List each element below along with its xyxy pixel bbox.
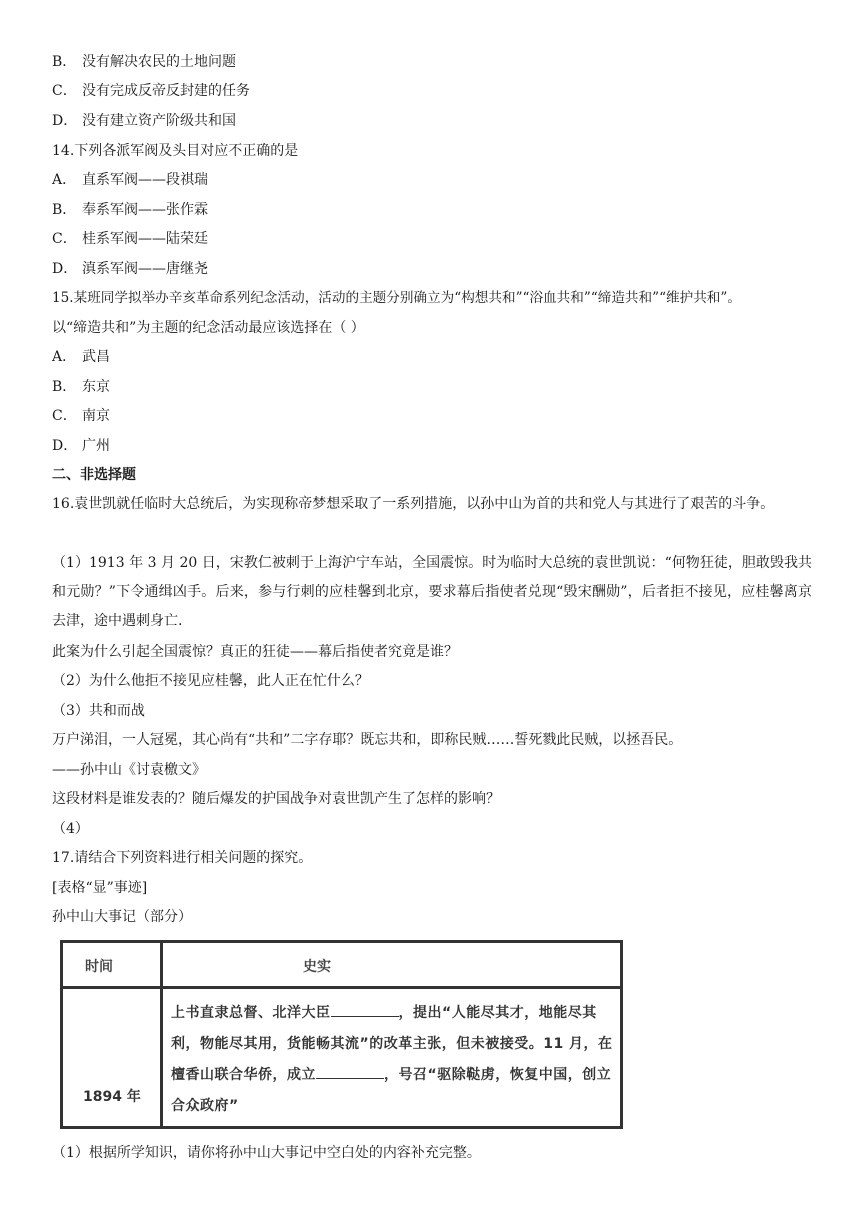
q15-option-b: B． 东京 <box>52 379 110 395</box>
table-header-time: 时间 <box>85 959 113 975</box>
q16-part2: （2）为什么他拒不接见应桂馨，此人正在忙什么？ <box>52 673 369 689</box>
q16-quote-source: ——孙中山《讨袁檄文》 <box>52 762 206 778</box>
section-title: 二、非选择题 <box>52 467 136 483</box>
q16-part4: （4） <box>52 821 89 837</box>
q15-stem-line2: 以“缔造共和”为主题的纪念活动最应该选择在（ ） <box>52 320 365 336</box>
table-cell-year: 1894 年 <box>83 1089 141 1105</box>
q17-stem: 17.请结合下列资料进行相关问题的探究。 <box>52 850 313 866</box>
q16-part1-text: （1）1913 年 3 月 20 日，宋教仁被刺于上海沪宁车站，全国震惊。时为临时大总统的袁世凯说：“何物狂徒，胆敢毁我共和元勋？”下令通缉凶手。后来，参与行刺的应桂馨到北京，要求幕后指使者兑现“毁宋酬勋”，后者拒不接见，应桂馨离京去津，途中遇刺身亡. <box>52 555 812 629</box>
q16-stem: 16.袁世凯就任临时大总统后，为实现称帝梦想采取了一系列措施，以孙中山为首的共和党人与其进行了艰苦的斗争。 <box>52 496 775 512</box>
q16-part3-title: （3）共和而战 <box>52 703 145 719</box>
q15-option-a: A． 武昌 <box>52 349 110 365</box>
q14-option-c: C． 桂系军阀——陆荣廷 <box>52 231 208 247</box>
q13-option-b: B． 没有解决农民的土地问题 <box>52 54 236 70</box>
q15-option-d: D． 广州 <box>52 438 110 454</box>
q16-part3-question: 这段材料是谁发表的？随后爆发的护国战争对袁世凯产生了怎样的影响？ <box>52 791 500 807</box>
table-header-fact: 史实 <box>303 959 331 975</box>
q15-stem-line1: 15.某班同学拟举办辛亥革命系列纪念活动，活动的主题分别确立为“构想共和”“浴血共和”“缔造共和”“维护共和”。 <box>52 290 741 306</box>
q15-option-c: C． 南京 <box>52 408 110 424</box>
q17-tag: [表格“显”事迹] <box>52 880 148 896</box>
fill-blank-1 <box>331 1002 399 1017</box>
q13-option-c: C． 没有完成反帝反封建的任务 <box>52 83 250 99</box>
q13-option-d: D． 没有建立资产阶级共和国 <box>52 113 236 129</box>
q14-option-b: B． 奉系军阀——张作霖 <box>52 202 208 218</box>
chronology-table <box>60 940 623 1129</box>
q14-option-a: A． 直系军阀——段祺瑞 <box>52 172 208 188</box>
table-cell-fact: 上书直隶总督、北洋大臣 ，提出“人能尽其才，地能尽其利，物能尽其用，货能畅其流”的改革主张，但未被接受。11 月，在檀香山联合华侨，成立 ，号召“驱除鞑虏，恢复中国，创立合众政府” <box>171 998 619 1122</box>
table-divider <box>160 943 163 1126</box>
q17-part1-question: （1）根据所学知识，请你将孙中山大事记中空白处的内容补充完整。 <box>52 1145 481 1161</box>
q14-option-d: D． 滇系军阀——唐继尧 <box>52 261 208 277</box>
q17-table-title: 孙中山大事记（部分） <box>52 909 192 925</box>
q14-stem: 14.下列各派军阀及头目对应不正确的是 <box>52 143 299 159</box>
fill-blank-2 <box>316 1064 384 1079</box>
q16-quote: 万户涕泪，一人冠冕，其心尚有“共和”二字存耶？既忘共和，即称民贼……誓死戮此民贼，以拯吾民。 <box>52 732 683 748</box>
table-header-row <box>63 943 620 989</box>
q16-part1-question: 此案为什么引起全国震惊？真正的狂徒——幕后指使者究竟是谁？ <box>52 644 458 660</box>
